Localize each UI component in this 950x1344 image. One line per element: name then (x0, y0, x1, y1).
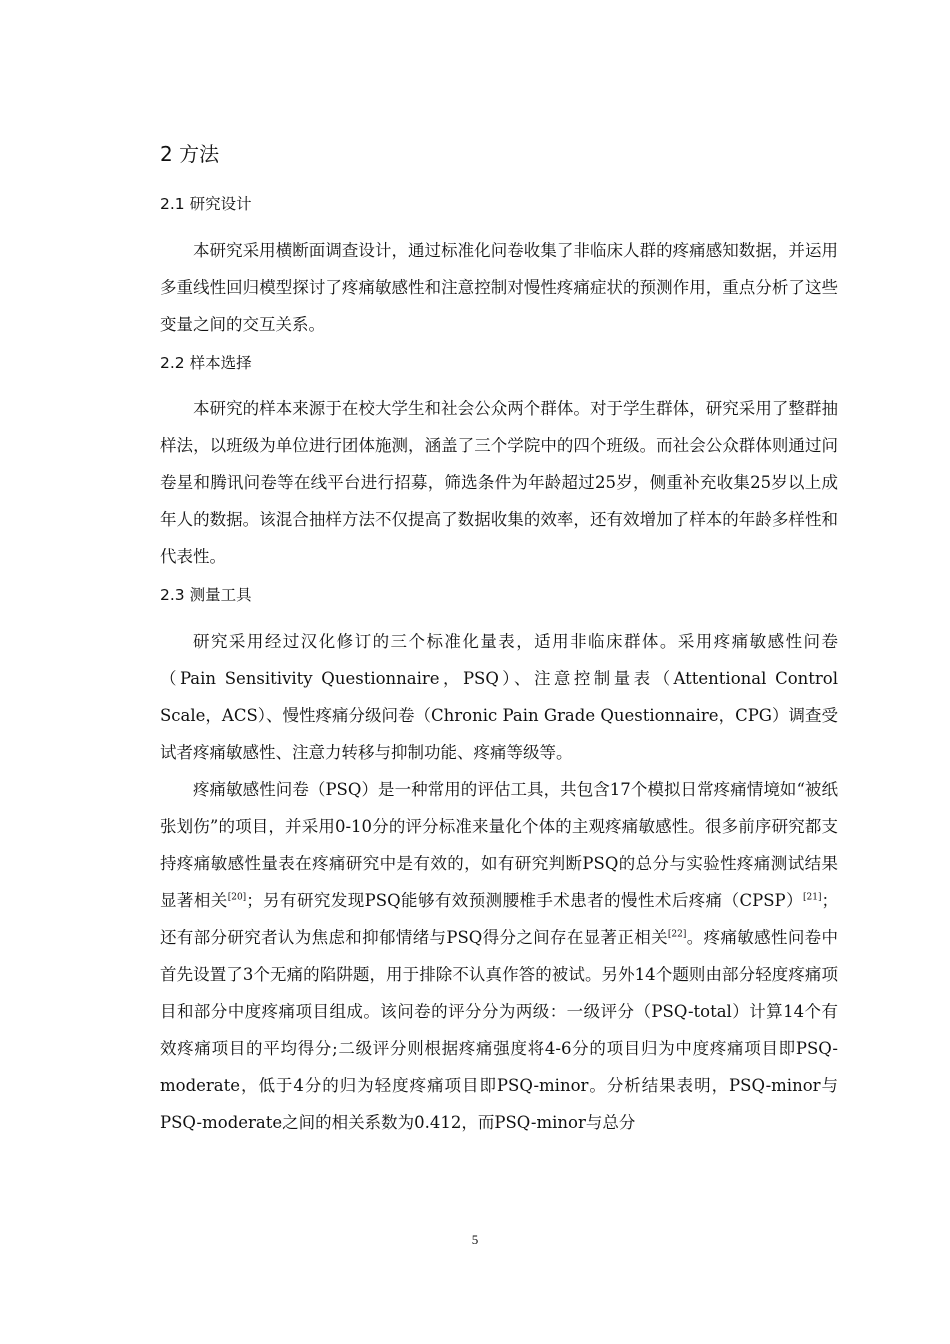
paragraph-psq-description (160, 771, 838, 1141)
document-page (160, 140, 838, 1141)
paragraph-measurement-tools: 研究采用经过汉化修订的三个标准化量表，适用非临床群体。采用疼痛敏感性问卷（Pain Sensitivity Questionnaire，PSQ）、注意控制量表（Attentional Control Scale，ACS）、慢性疼痛分级问卷（Chronic Pain Grade Questionnaire，CPG）调查受试者疼痛敏感性、注意力转移与抑制功能、疼痛等级等。 (160, 632, 838, 763)
paragraph-sample-selection: 本研究的样本来源于在校大学生和社会公众两个群体。对于学生群体，研究采用了整群抽样法，以班级为单位进行团体施测，涵盖了三个学院中的四个班级。而社会公众群体则通过问卷星和腾讯问卷等在线平台进行招募，筛选条件为年龄超过25岁，侧重补充收集25岁以上成年人的数据。该混合抽样方法不仅提高了数据收集的效率，还有效增加了样本的年龄多样性和代表性。 (160, 399, 838, 567)
section-heading-2-3: 2.3 测量工具 (160, 586, 252, 605)
paragraph-research-design: 本研究采用横断面调查设计，通过标准化问卷收集了非临床人群的疼痛感知数据，并运用多重线性回归模型探讨了疼痛敏感性和注意控制对慢性疼痛症状的预测作用，重点分析了这些变量之间的交互关系。 (160, 240, 838, 334)
psq-text-4: 。疼痛敏感性问卷中首先设置了3个无痛的陷阱题，用于排除不认真作答的被试。另外14个题则由部分轻度疼痛项目和部分中度疼痛项目组成。该问卷的评分分为两级：一级评分（PSQ-total）计算14个有效疼痛项目的平均得分;二级评分则根据疼痛强度将4-6分的项目归为中度疼痛项目即PSQ-moderate，低于4分的归为轻度疼痛项目即PSQ-minor。分析结果表明，PSQ-minor与PSQ-moderate之间的相关系数为0.412，而PSQ-minor与总分 (160, 928, 839, 1133)
psq-text-3: ；还有部分研究者认为焦虑和抑郁情绪与PSQ得分之间存在显著正相关 (160, 891, 838, 948)
section-heading-2-2: 2.2 样本选择 (160, 353, 252, 372)
citation-20: [20] (227, 892, 247, 903)
page-number: 5 (471, 1232, 479, 1247)
citation-21: [21] (803, 892, 822, 903)
chapter-title: 2 方法 (160, 142, 220, 166)
section-heading-2-1: 2.1 研究设计 (160, 195, 252, 213)
psq-text-2: ；另有研究发现PSQ能够有效预测腰椎手术患者的慢性术后疼痛（CPSP） (246, 891, 804, 911)
psq-text-1: 疼痛敏感性问卷（PSQ）是一种常用的评估工具，共包含17个模拟日常疼痛情境如“被纸张划伤”的项目，并采用0-10分的评分标准来量化个体的主观疼痛敏感性。很多前序研究都支持疼痛敏感性量表在疼痛研究中是有效的，如有研究判断PSQ的总分与实验性疼痛测试结果显著相关 (160, 780, 838, 911)
citation-22: [22] (667, 929, 687, 940)
